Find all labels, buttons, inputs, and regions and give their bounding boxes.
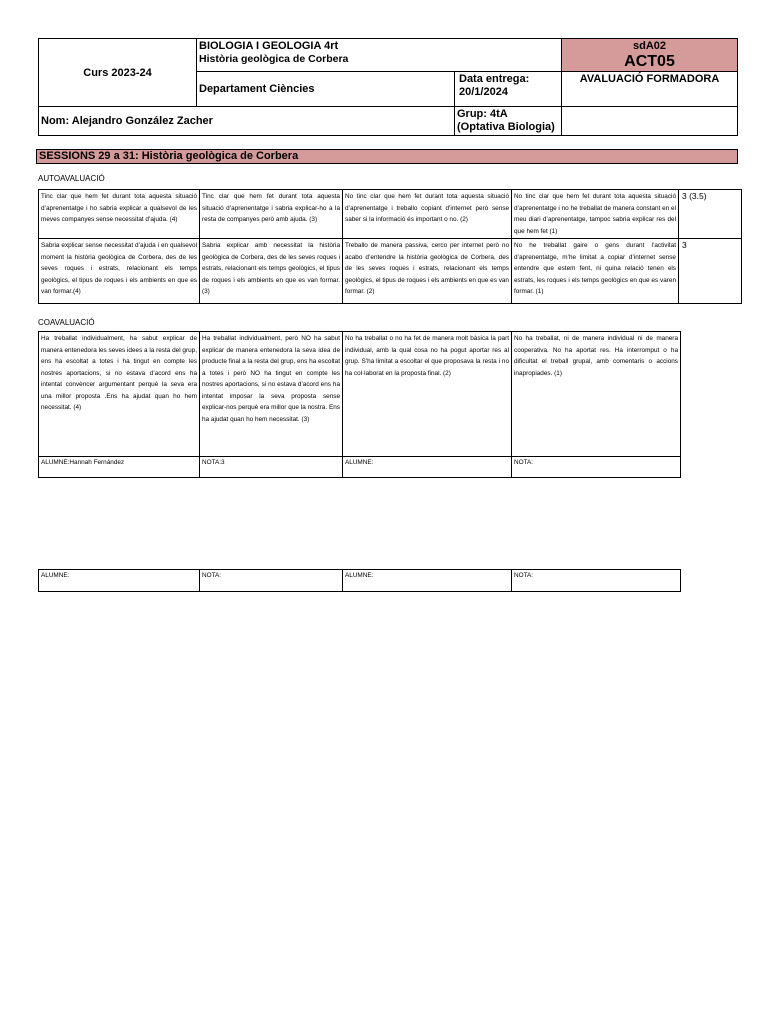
coavaluacio-label: COAVALUACIÓ — [38, 318, 95, 327]
act-code: ACT05 — [624, 53, 675, 70]
rubric-cell-level-1: No tinc clar que hem fet durant tota aquesta situació d’aprenentatge i no he treballat de manera constant en el meu diari d’aprenentatge, tampoc sabria explicar res del que hem fet (1) — [512, 190, 679, 239]
rubric-cell-level-4: Sabria explicar sense necessitat d’ajuda i en qualsevol moment la història geològica de Corbera, des de les seves roques i estrats, relacionant els temps geològics, el tipus de roques i els ambients en que es van formar.(4) — [39, 239, 200, 304]
signature-table — [38, 569, 681, 592]
coavaluacio-table — [38, 331, 681, 478]
department: Departament Ciències — [197, 72, 455, 107]
activity-code — [562, 39, 738, 72]
topic-name: Història geològica de Corbera — [199, 53, 349, 65]
coav-cell-level-2: No ha treballat o no ha fet de manera molt bàsica la part individual, amb la qual cosa no ha pogut aportar res al grup. S’ha limitat a escoltar el que proposava la resta i no ha col·laborat en la proposta final. (2) — [343, 332, 512, 457]
grade-field: NOTA: — [200, 570, 343, 592]
rubric-score: 3 (3.5) — [679, 190, 742, 239]
grade-field: NOTA: — [512, 457, 681, 478]
coav-cell-level-3: Ha treballat individualment, però NO ha sabut explicar de manera entenedora la seva idea de producte final a la resta del grup, ens ha escoltat a totes i però NO ha tingut en compte les nostres aportacions, si no estava d’acord ens ha intentat imposar la seva proposta sense explicar-nos perquè era millor que la nostra. Ens ha ajudat quan ho hem necessitat. (3) — [200, 332, 343, 457]
delivery-date-label: Data entrega: — [459, 73, 530, 85]
header-table — [38, 38, 738, 136]
rubric-cell-level-4: Tinc clar que hem fet durant tota aquesta situació d’aprenentatge i ho sabria explicar a qualsevol de les meves companyes sense necessitat d’ajuda. (4) — [39, 190, 200, 239]
rubric-cell-level-2: No tinc clar que hem fet durant tota aquesta situació d’aprenentatge i treballo copiant d’internet però sense saber si la informació és important o no. (2) — [343, 190, 512, 239]
sda-code: sdA02 — [632, 40, 667, 52]
evaluation-type: AVALUACIÓ FORMADORA — [562, 72, 738, 107]
student-signature: ALUMNE: — [39, 570, 200, 592]
rubric-row — [39, 239, 742, 304]
rubric-cell-level-2: Treballo de manera passiva, cerco per internet però no acabo d’entendre la història geològica de Corbera, des de les seves roques i estrats, relacionant els temps geològics, el tipus de roques i els ambients en que es van formar. (2) — [343, 239, 512, 304]
student-signature: ALUMNE:Hannah Fernández — [39, 457, 200, 478]
student-name: Nom: Alejandro González Zacher — [39, 107, 455, 136]
group-subject: (Optativa Biologia) — [457, 121, 555, 133]
delivery-date — [455, 72, 562, 107]
signature-row — [39, 570, 681, 592]
student-group — [455, 107, 562, 136]
rubric-row — [39, 332, 681, 457]
rubric-cell-level-3: Sabria explicar amb necessitat la història geològica de Corbera, des de les seves roques i estrats, relacionant els temps geològics, el tipus de roques i els ambients en que es van formar.(3) — [200, 239, 343, 304]
autoavaluacio-label: AUTOAVALUACIÓ — [38, 174, 105, 183]
session-title: SESSIONS 29 a 31: Història geològica de Corbera — [36, 149, 738, 164]
rubric-row — [39, 190, 742, 239]
empty-cell — [562, 107, 738, 136]
rubric-cell-level-1: No he treballat gaire o gens durant l’activitat d’aprenentatge, m’he limitat a copiar d’internet sense entendre que estem fent, ni quina relació tenen els estrats, les roques i els temps geològics en que es varen formar. (1) — [512, 239, 679, 304]
delivery-date-value: 20/1/2024 — [459, 86, 508, 98]
rubric-score: 3 — [679, 239, 742, 304]
group-code: Grup: 4tA — [457, 108, 508, 120]
grade-field: NOTA:3 — [200, 457, 343, 478]
coav-cell-level-4: Ha treballat individualment, ha sabut explicar de manera entenedora les seves idees a la resta del grup, ens ha escoltat a totes i ha tingut en compte les nostres aportacions, si no estava d’acord ens ha intentat convèncer argumentant perquè la seva era una millor proposta .Ens ha ajudat quan ho hem necessitat. (4) — [39, 332, 200, 457]
subject-title — [197, 39, 562, 72]
subject-name: BIOLOGIA I GEOLOGIA 4rt — [199, 40, 339, 52]
coav-cell-level-1: No ha treballat, ni de manera individual ni de manera cooperativa. No ha aportat res. Ha interromput o ha dificultat el treball grupal, amb comentaris o accions inapropiades. (1) — [512, 332, 681, 457]
grade-field: NOTA: — [512, 570, 681, 592]
course-year: Curs 2023-24 — [39, 39, 197, 107]
student-signature: ALUMNE: — [343, 570, 512, 592]
student-signature: ALUMNE: — [343, 457, 512, 478]
autoavaluacio-table — [38, 189, 742, 304]
rubric-cell-level-3: Tinc clar que hem fet durant tota aquesta situació d’aprenentatge i sabria explicar-ho a la resta de companyes però amb ajuda. (3) — [200, 190, 343, 239]
signature-row — [39, 457, 681, 478]
